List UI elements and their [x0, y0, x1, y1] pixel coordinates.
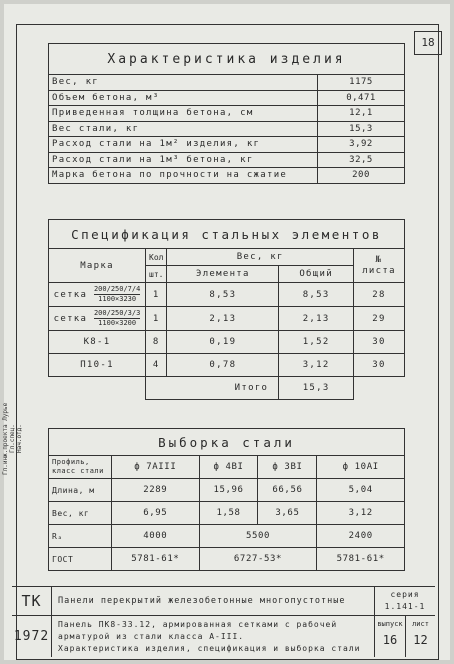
sheet-title-line2: Характеристика изделия, спецификация и выборка стали [58, 644, 361, 653]
spec-mark-name: сетка [53, 314, 88, 324]
spec-sheet: 28 [354, 283, 405, 307]
spec-total: 8,53 [279, 283, 354, 307]
page-number: 18 [414, 31, 442, 55]
spec-element: 8,53 [167, 283, 279, 307]
table-row [49, 121, 405, 137]
steel-col: ф 7АIII [112, 456, 200, 479]
char-label: Расход стали на 1м³ бетона, кг [49, 152, 318, 168]
series-title: Панели перекрытий железобетонные многопустотные [52, 587, 374, 616]
spec-element: 0,78 [167, 354, 279, 377]
spec-mark [49, 283, 146, 307]
steel-gost-label: ГОСТ [49, 548, 112, 571]
steel-profile-label: Профиль, класс стали [49, 456, 112, 479]
steel-ra-value: 2400 [317, 525, 405, 548]
char-label: Объем бетона, м³ [49, 90, 318, 106]
table-row [49, 106, 405, 122]
header-sheet: № листа [354, 249, 405, 283]
side-stamp-line1: Гл.инж.проекта Лурье [2, 402, 9, 476]
char-value: 12,1 [318, 106, 405, 122]
spec-qty: 1 [146, 283, 167, 307]
side-stamp [2, 354, 23, 524]
header-qty: Кол [146, 249, 167, 266]
spec-total: 3,12 [279, 354, 354, 377]
spec-qty: 8 [146, 331, 167, 354]
specification-title: Спецификация стальных элементов [49, 220, 405, 249]
spec-mark-num: 200/250/7/4 [93, 285, 141, 293]
year: 1972 [12, 616, 52, 657]
sheet-title [52, 616, 374, 657]
char-value: 3,92 [318, 137, 405, 153]
steel-value: 15,96 [199, 479, 258, 502]
table-row [49, 479, 405, 502]
side-stamp-line2: Гл.спец. [9, 424, 16, 454]
spec-sheet: 29 [354, 307, 405, 331]
steel-value: 2289 [112, 479, 200, 502]
table-row [49, 137, 405, 153]
steel-value: 66,56 [258, 479, 317, 502]
char-value: 32,5 [318, 152, 405, 168]
spec-mark: П10-1 [49, 354, 146, 377]
char-label: Расход стали на 1м² изделия, кг [49, 137, 318, 153]
series-value: 1.141-1 [384, 602, 426, 611]
spec-element: 2,13 [167, 307, 279, 331]
series-label: серия [390, 590, 420, 599]
spec-total: 1,52 [279, 331, 354, 354]
table-row [49, 331, 405, 354]
spec-mark: К8-1 [49, 331, 146, 354]
sheet-label: лист [412, 620, 429, 628]
steel-gost-value: 5781-61* [112, 548, 200, 571]
steel-ra-value: 4000 [112, 525, 200, 548]
steel-col: ф 10АI [317, 456, 405, 479]
table-row [49, 377, 405, 400]
spec-qty: 1 [146, 307, 167, 331]
steel-value: 1,58 [199, 502, 258, 525]
series-cell [374, 587, 435, 616]
sheet-title-line1: Панель ПК8-33.12, армированная сетками с рабочей арматурой из стали класса А-III. [58, 620, 338, 641]
steel-ra-label: Rₐ [49, 525, 112, 548]
steel-ra-value: 5500 [199, 525, 317, 548]
spec-mark [49, 307, 146, 331]
spec-mark-den: 1100×3230 [98, 295, 137, 303]
characteristics-title: Характеристика изделия [49, 44, 405, 75]
steel-row-label: Вес, кг [49, 502, 112, 525]
steel-title: Выборка стали [49, 429, 405, 456]
table-row [49, 307, 405, 331]
sheet-value: 12 [413, 633, 428, 647]
spec-element: 0,19 [167, 331, 279, 354]
header-element: Элемента [167, 266, 279, 283]
table-row [49, 525, 405, 548]
header-weight: Вес, кг [167, 249, 354, 266]
steel-gost-value: 6727-53* [199, 548, 317, 571]
issue-value: 16 [382, 633, 398, 647]
spec-mark-den: 1100×3200 [98, 319, 137, 327]
header-mark: Марка [49, 249, 146, 283]
header-total: Общий [279, 266, 354, 283]
org-code: ТК [12, 587, 52, 616]
spec-qty: 4 [146, 354, 167, 377]
table-row [49, 168, 405, 184]
spec-mark-fraction [94, 285, 140, 304]
char-value: 15,3 [318, 121, 405, 137]
table-row [49, 75, 405, 91]
steel-row-label: Длина, м [49, 479, 112, 502]
char-label: Марка бетона по прочности на сжатие [49, 168, 318, 184]
steel-col: ф 4ВI [199, 456, 258, 479]
steel-value: 3,12 [317, 502, 405, 525]
spec-total-label: Итого [146, 377, 279, 400]
steel-value: 5,04 [317, 479, 405, 502]
char-label: Вес, кг [49, 75, 318, 91]
header-qty-unit: шт. [146, 266, 167, 283]
steel-col: ф 3ВI [258, 456, 317, 479]
spec-mark-num: 200/250/3/3 [93, 309, 141, 317]
table-row [49, 152, 405, 168]
table-row [49, 90, 405, 106]
specification-table [48, 219, 405, 400]
spec-total: 2,13 [279, 307, 354, 331]
spec-total-value: 15,3 [279, 377, 354, 400]
title-block [12, 586, 435, 657]
char-value: 0,471 [318, 90, 405, 106]
side-stamp-line3: Нач.отд. [16, 424, 23, 454]
characteristics-table [48, 43, 405, 184]
char-label: Вес стали, кг [49, 121, 318, 137]
steel-value: 3,65 [258, 502, 317, 525]
table-row [49, 283, 405, 307]
char-value: 1175 [318, 75, 405, 91]
spec-mark-name: сетка [53, 290, 88, 300]
spec-sheet: 30 [354, 331, 405, 354]
table-row [49, 548, 405, 571]
char-value: 200 [318, 168, 405, 184]
table-row [49, 502, 405, 525]
issue-cell [374, 616, 405, 657]
steel-gost-value: 5781-61* [317, 548, 405, 571]
char-label: Приведенная толщина бетона, см [49, 106, 318, 122]
spec-sheet: 30 [354, 354, 405, 377]
spec-mark-fraction [94, 309, 140, 328]
table-row [49, 354, 405, 377]
sheet-cell [405, 616, 435, 657]
steel-table [48, 428, 405, 571]
issue-label: выпуск [377, 620, 403, 628]
steel-value: 6,95 [112, 502, 200, 525]
